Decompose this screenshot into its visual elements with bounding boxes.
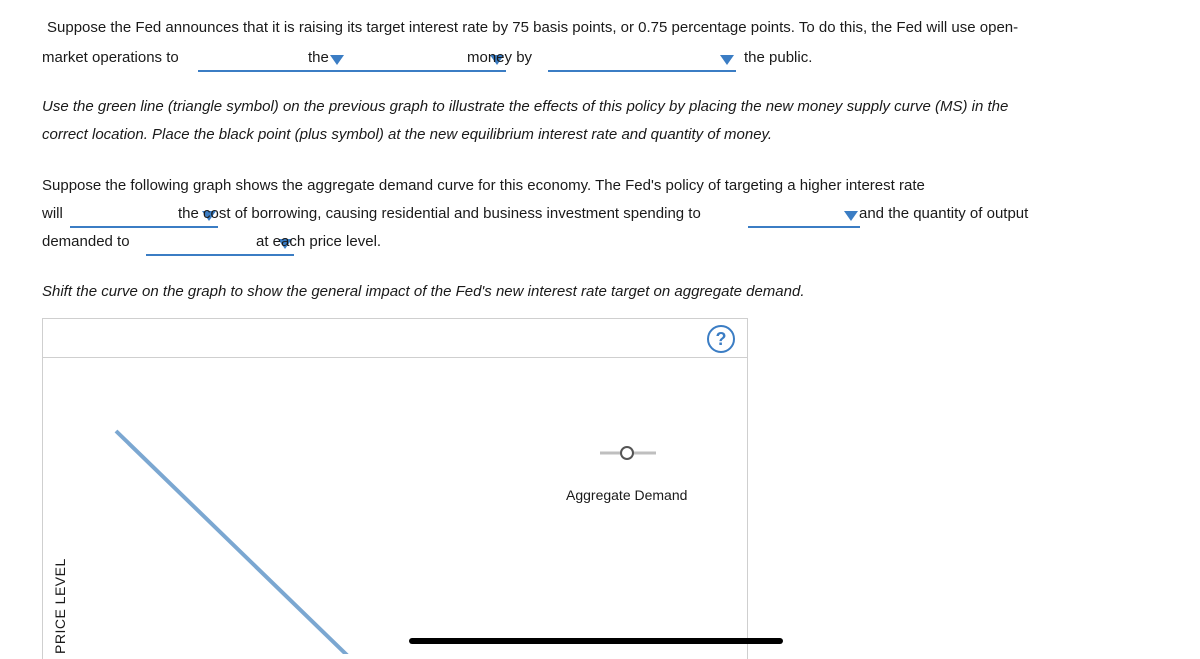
legend-handle-circle-icon[interactable]: [621, 447, 633, 459]
instruction1-line1: Use the green line (triangle symbol) on the previous graph to illustrate the effects of this policy by placing the new money supply curve (MS) in the: [42, 98, 1009, 115]
aggregate-demand-curve[interactable]: [116, 431, 352, 654]
question2-text-d: demanded to: [42, 233, 130, 250]
question2-text-c: and the quantity of output: [859, 205, 1029, 222]
question1-text-d: the public.: [744, 49, 813, 66]
question2-text-a: will: [42, 205, 63, 222]
question2-text-b: the cost of borrowing, causing residential and business investment spending to: [178, 205, 701, 222]
question1-text-a: market operations to: [42, 49, 179, 66]
question1-text-b: the: [308, 49, 329, 66]
y-axis-label: PRICE LEVEL: [52, 558, 68, 654]
instruction2: Shift the curve on the graph to show the general impact of the Fed's new interest rate target on aggregate demand.: [42, 283, 805, 300]
legend-label-aggregate-demand: Aggregate Demand: [566, 487, 688, 503]
question2-text-e: at each price level.: [256, 233, 382, 250]
question2-text-line1: Suppose the following graph shows the aggregate demand curve for this economy. The Fed's policy of targeting a higher interest rate: [42, 177, 925, 194]
help-icon[interactable]: ?: [707, 325, 735, 353]
instruction1-line2: correct location. Place the black point (plus symbol) at the new equilibrium interest rate and quantity of money.: [42, 126, 773, 143]
question1-text-c: money by: [467, 49, 533, 66]
question1-text-line1: Suppose the Fed announces that it is raising its target interest rate by 75 basis points, or 0.75 percentage points. To do this, the Fed will use open-: [47, 19, 1019, 36]
